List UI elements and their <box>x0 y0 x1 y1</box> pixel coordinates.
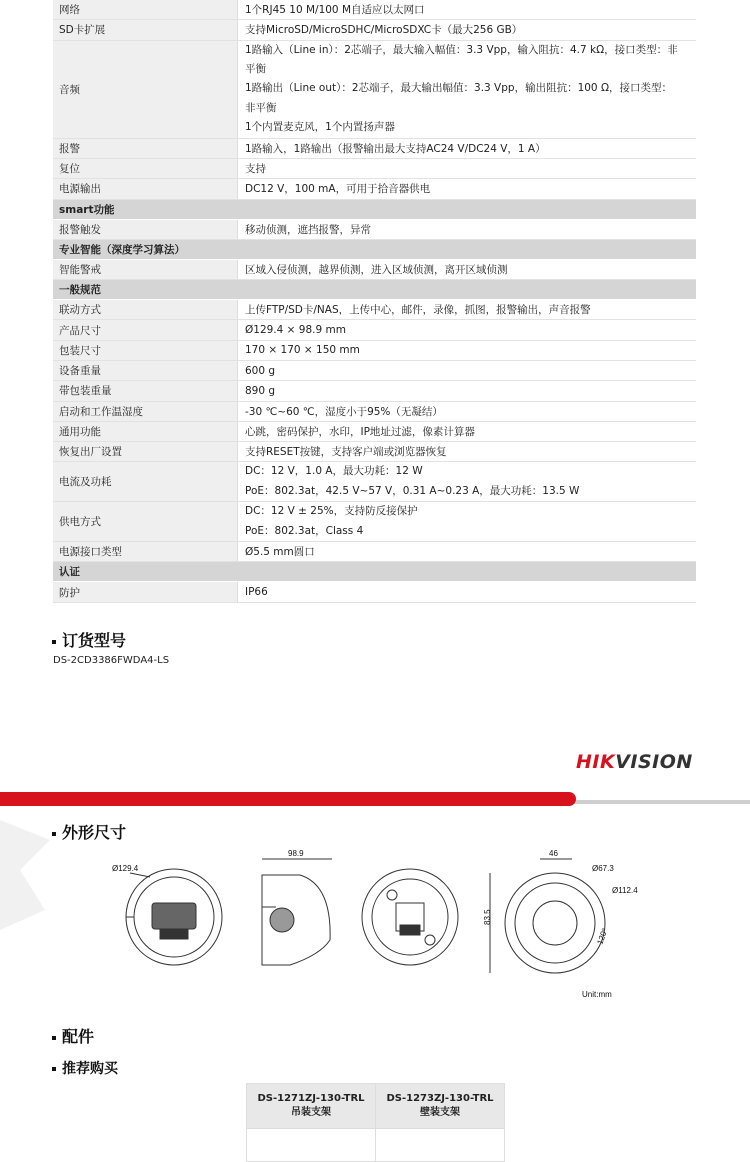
spec-value-line: 支持RESET按键，支持客户端或浏览器恢复 <box>245 446 447 459</box>
spec-value <box>238 320 697 340</box>
dim-label-unit: Unit:mm <box>582 990 612 999</box>
spec-value-line: 1路输出（Line out）：2芯端子，最大输出幅值：3.3 Vpp，输出阻抗：100 Ω，接口类型： <box>245 82 672 95</box>
dimension-drawings <box>0 845 750 1005</box>
spec-value-line: DC12 V，100 mA，可用于拾音器供电 <box>245 183 431 196</box>
accessories-subtitle <box>52 1058 118 1078</box>
spec-key: 联动方式 <box>53 300 238 320</box>
spec-value <box>238 421 697 441</box>
accessory-cell <box>376 1084 505 1129</box>
spec-key: 电源输出 <box>53 179 238 199</box>
spec-section-row <box>53 562 696 582</box>
accessory-image-cell <box>376 1129 505 1162</box>
accessory-model: DS-1271ZJ-130-TRL <box>257 1093 365 1104</box>
spec-key: 电源接口类型 <box>53 542 238 562</box>
accessories-subtitle-text: 推荐购买 <box>62 1061 118 1077</box>
order-title-text: 订货型号 <box>62 631 127 650</box>
accessories-title-text: 配件 <box>62 1027 95 1046</box>
spec-key: 报警 <box>53 138 238 158</box>
dim-label-top: 46 <box>549 849 558 858</box>
spec-value <box>238 381 697 401</box>
spec-value-line: Ø129.4 × 98.9 mm <box>245 324 346 337</box>
spec-section-label: smart功能 <box>53 199 696 219</box>
accessory-name: 吊装支架 <box>291 1107 331 1118</box>
front-view-drawing <box>112 864 222 965</box>
spec-value-line: 890 g <box>245 384 276 397</box>
spec-row <box>53 0 696 20</box>
dim-label-d1: Ø129.4 <box>112 864 139 873</box>
accessories-header-row <box>247 1084 505 1129</box>
spec-row <box>53 20 696 40</box>
bullet-icon <box>52 1067 56 1071</box>
spec-value-line: DC：12 V ± 25%，支持防反接保护 <box>245 505 418 518</box>
dimensions-title-text: 外形尺寸 <box>62 823 127 842</box>
spec-row <box>53 259 696 279</box>
spec-value <box>238 158 697 178</box>
dim-label-d3: Ø112.4 <box>612 886 638 895</box>
dimensions-section-title <box>52 820 126 843</box>
dim-label-w: 98.9 <box>288 849 304 858</box>
spec-value <box>238 361 697 381</box>
mount-view-drawing <box>483 849 638 999</box>
spec-value <box>238 179 697 199</box>
accessory-image-cell <box>247 1129 376 1162</box>
spec-value <box>238 442 697 462</box>
accessories-table <box>246 1083 505 1162</box>
spec-row <box>53 421 696 441</box>
spec-value-line: PoE：802.3at，42.5 V~57 V，0.31 A~0.23 A，最大功耗：13.5 W <box>245 484 580 497</box>
dim-label-angle: 120° <box>595 927 610 946</box>
spec-value <box>238 219 697 239</box>
spec-value <box>238 0 697 20</box>
spec-value-line: 支持MicroSD/MicroSDHC/MicroSDXC卡（最大256 GB） <box>245 24 523 37</box>
spec-section-label: 专业智能（深度学习算法） <box>53 239 696 259</box>
spec-value <box>238 502 697 542</box>
spec-row <box>53 502 696 542</box>
spec-row <box>53 462 696 502</box>
spec-row <box>53 381 696 401</box>
spec-value <box>238 259 697 279</box>
spec-row <box>53 219 696 239</box>
bottom-view-drawing <box>362 869 458 965</box>
accessory-model: DS-1273ZJ-130-TRL <box>386 1093 494 1104</box>
spec-value-line: 170 × 170 × 150 mm <box>245 344 360 357</box>
spec-row <box>53 300 696 320</box>
spec-key: 电流及功耗 <box>53 462 238 502</box>
spec-value-line: IP66 <box>245 586 268 599</box>
spec-value <box>238 340 697 360</box>
hikvision-logo <box>576 751 693 773</box>
spec-row <box>53 401 696 421</box>
spec-table <box>53 0 696 603</box>
spec-key: 供电方式 <box>53 502 238 542</box>
spec-key: 设备重量 <box>53 361 238 381</box>
logo-vision: VISION <box>615 751 693 773</box>
spec-value-line: 1个内置麦克风，1个内置扬声器 <box>245 121 395 134</box>
accessories-image-row <box>247 1129 505 1162</box>
spec-key: 启动和工作温湿度 <box>53 401 238 421</box>
spec-key: 网络 <box>53 0 238 20</box>
bullet-icon <box>52 640 56 644</box>
spec-value-line: 心跳，密码保护，水印，IP地址过滤，像素计算器 <box>245 426 475 439</box>
spec-value-line: -30 ℃~60 ℃，湿度小于95%（无凝结） <box>245 405 443 418</box>
spec-row <box>53 582 696 602</box>
spec-row <box>53 40 696 138</box>
spec-section-row <box>53 239 696 259</box>
spec-key: 产品尺寸 <box>53 320 238 340</box>
spec-value <box>238 138 697 158</box>
logo-hik: HIK <box>576 751 616 773</box>
spec-value <box>238 542 697 562</box>
dim-label-h: 83.5 <box>483 909 492 925</box>
spec-value <box>238 40 697 138</box>
spec-value-line: 非平衡 <box>245 101 277 114</box>
accessory-name: 壁装支架 <box>420 1107 460 1118</box>
spec-section-label: 认证 <box>53 562 696 582</box>
spec-value <box>238 401 697 421</box>
spec-value-line: Ø5.5 mm圆口 <box>245 546 315 559</box>
spec-key: 通用功能 <box>53 421 238 441</box>
spec-value-line: 移动侦测，遮挡报警，异常 <box>245 223 371 236</box>
spec-row <box>53 361 696 381</box>
spec-row <box>53 442 696 462</box>
spec-row <box>53 158 696 178</box>
spec-row <box>53 179 696 199</box>
spec-value-line: 1个RJ45 10 M/100 M自适应以太网口 <box>245 4 425 17</box>
spec-section-row <box>53 199 696 219</box>
spec-value-line: PoE：802.3at，Class 4 <box>245 524 364 537</box>
side-view-drawing <box>262 849 332 965</box>
spec-row <box>53 138 696 158</box>
dim-label-d2: Ø67.3 <box>592 864 614 873</box>
order-section-title <box>52 628 126 651</box>
bullet-icon <box>52 832 56 836</box>
spec-key: 恢复出厂设置 <box>53 442 238 462</box>
spec-value-line: 支持 <box>245 163 266 176</box>
spec-section-row <box>53 280 696 300</box>
spec-value-line: DC：12 V，1.0 A，最大功耗：12 W <box>245 465 423 478</box>
spec-value-line: 上传FTP/SD卡/NAS，上传中心，邮件，录像，抓图，报警输出，声音报警 <box>245 304 591 317</box>
spec-key: SD卡扩展 <box>53 20 238 40</box>
spec-row <box>53 542 696 562</box>
accessory-cell <box>247 1084 376 1129</box>
divider-grey <box>560 800 750 804</box>
spec-key: 包装尺寸 <box>53 340 238 360</box>
spec-value-line: 1路输入，1路输出（报警输出最大支持AC24 V/DC24 V，1 A） <box>245 142 546 155</box>
spec-value <box>238 582 697 602</box>
spec-key: 防护 <box>53 582 238 602</box>
spec-value-line: 平衡 <box>245 63 266 75</box>
spec-key: 报警触发 <box>53 219 238 239</box>
accessories-section-title <box>52 1024 94 1047</box>
spec-value <box>238 300 697 320</box>
spec-table-body <box>53 0 696 602</box>
spec-value <box>238 20 697 40</box>
spec-key: 音频 <box>53 40 238 138</box>
spec-value <box>238 462 697 502</box>
spec-row <box>53 340 696 360</box>
bullet-icon <box>52 1036 56 1040</box>
spec-value-line: 1路输入（Line in）：2芯端子，最大输入幅值：3.3 Vpp，输入阻抗：4.7 kΩ，接口类型：非 <box>245 43 678 56</box>
order-model: DS-2CD3386FWDA4-LS <box>53 655 170 666</box>
divider-red <box>0 792 576 806</box>
spec-key: 带包装重量 <box>53 381 238 401</box>
spec-value-line: 600 g <box>245 364 276 377</box>
spec-key: 智能警戒 <box>53 259 238 279</box>
spec-row <box>53 320 696 340</box>
spec-value-line: 区域入侵侦测，越界侦测，进入区域侦测，离开区域侦测 <box>245 263 508 276</box>
spec-key: 复位 <box>53 158 238 178</box>
spec-section-label: 一般规范 <box>53 280 696 300</box>
